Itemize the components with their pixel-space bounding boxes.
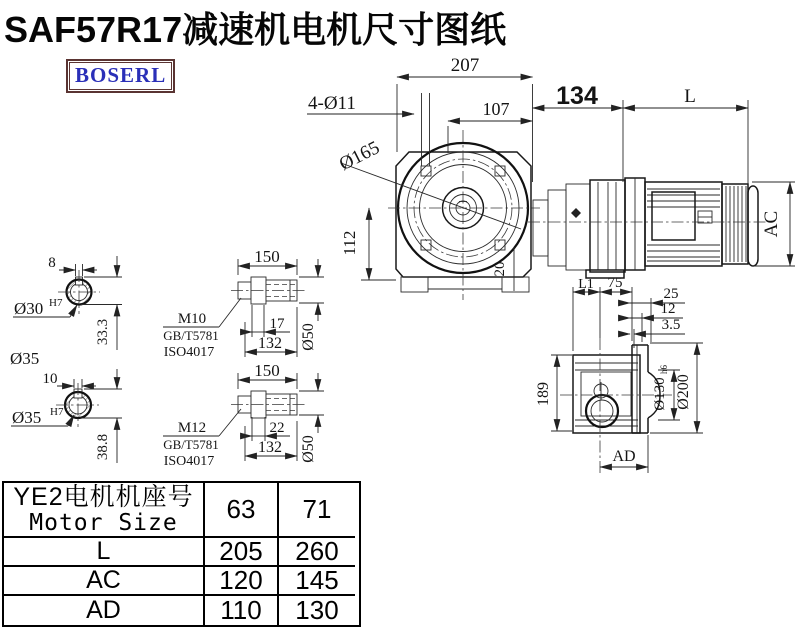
dim-m12-thread-len: 22 (269, 420, 285, 436)
dim-25: 25 (663, 286, 679, 302)
table-header-motor-size (4, 483, 205, 538)
brand-logo-text: BOSERL (69, 62, 172, 90)
motor-fins (647, 189, 720, 261)
value-L-63: 205 (205, 538, 279, 567)
dim-height-189: 189 (535, 382, 552, 406)
shaft-section-35 (11, 369, 122, 463)
fan-cover-ribs (726, 186, 746, 262)
bore-35-tolerance: H7 (50, 406, 64, 418)
mount-holes-label: 4-Ø11 (308, 93, 356, 114)
flange-side-view (535, 275, 703, 476)
dim-m10-dia: Ø50 (300, 323, 317, 351)
front-view (307, 55, 540, 300)
motor-size-71: 71 (279, 483, 355, 538)
dim-keyway-10: 10 (42, 371, 58, 387)
row-label-AC: AC (4, 567, 205, 596)
dim-motor-length: L (684, 86, 696, 107)
terminal-box (652, 192, 695, 240)
bushing-m12-view (163, 361, 324, 469)
dim-m12-length: 150 (254, 361, 280, 380)
motor-side-view (528, 82, 795, 278)
dim-m12-dia: Ø50 (300, 435, 317, 463)
m12-std-iso: ISO4017 (163, 454, 215, 469)
dim-overall-width: 207 (450, 55, 480, 76)
dim-motor-diameter: AC (761, 210, 782, 238)
dim-keyway-depth-38: 38.8 (95, 433, 111, 461)
bore-35-label: Ø35 (12, 408, 42, 427)
dim-m10-thread-len: 17 (269, 316, 285, 332)
m10-std-iso: ISO4017 (163, 345, 215, 360)
oil-plug-mark (571, 208, 581, 218)
table-header-en: Motor Size (29, 509, 178, 536)
dim-center-height: 112 (340, 230, 359, 256)
outer-dia-35-label: Ø35 (10, 349, 40, 368)
page-title: SAF57R17减速机电机尺寸图纸 (4, 9, 507, 50)
bore-30-tolerance: H7 (49, 297, 63, 309)
dim-75: 75 (607, 275, 623, 291)
dim-l1: L1 (578, 277, 594, 292)
dim-flange-width: 107 (482, 99, 510, 119)
dim-12: 12 (660, 301, 676, 317)
dim-3-5: 3.5 (661, 317, 681, 333)
flange-diameter-label: Ø165 (335, 137, 384, 176)
motor-size-63: 63 (205, 483, 279, 538)
row-label-L: L (4, 538, 205, 567)
dim-gear-length: 134 (556, 82, 598, 110)
value-AC-71: 145 (279, 567, 355, 596)
m12-thread-label: M12 (177, 420, 207, 436)
dim-m12-body-len: 132 (258, 439, 282, 456)
dim-m10-length: 150 (254, 247, 280, 266)
table-header-cn: YE2电机机座号 (13, 483, 194, 512)
dim-m10-body-len: 132 (258, 335, 282, 352)
m10-std-gb: GB/T5781 (163, 328, 219, 343)
dim-keyway-8: 8 (48, 255, 56, 271)
dim-spigot-dia: Ø130 (652, 377, 668, 411)
m12-std-gb: GB/T5781 (163, 437, 219, 452)
dim-ad: AD (612, 448, 636, 465)
bushing-m10-view (163, 247, 324, 360)
row-label-AD: AD (4, 596, 205, 625)
value-AD-71: 130 (295, 594, 339, 625)
bore-30-label: Ø30 (14, 299, 44, 318)
dim-foot: 20 (492, 261, 508, 277)
value-AC-63: 120 (205, 567, 279, 596)
m10-thread-label: M10 (177, 311, 207, 327)
dim-keyway-depth-33: 33.3 (95, 318, 111, 346)
value-AD-63: 110 (205, 596, 279, 625)
dim-flange-dia-200: Ø200 (675, 374, 692, 410)
shaft-section-30 (10, 255, 122, 368)
dim-spigot-tol: h6 (659, 365, 669, 374)
value-L-71: 260 (279, 538, 355, 567)
motor-size-table (2, 481, 361, 627)
